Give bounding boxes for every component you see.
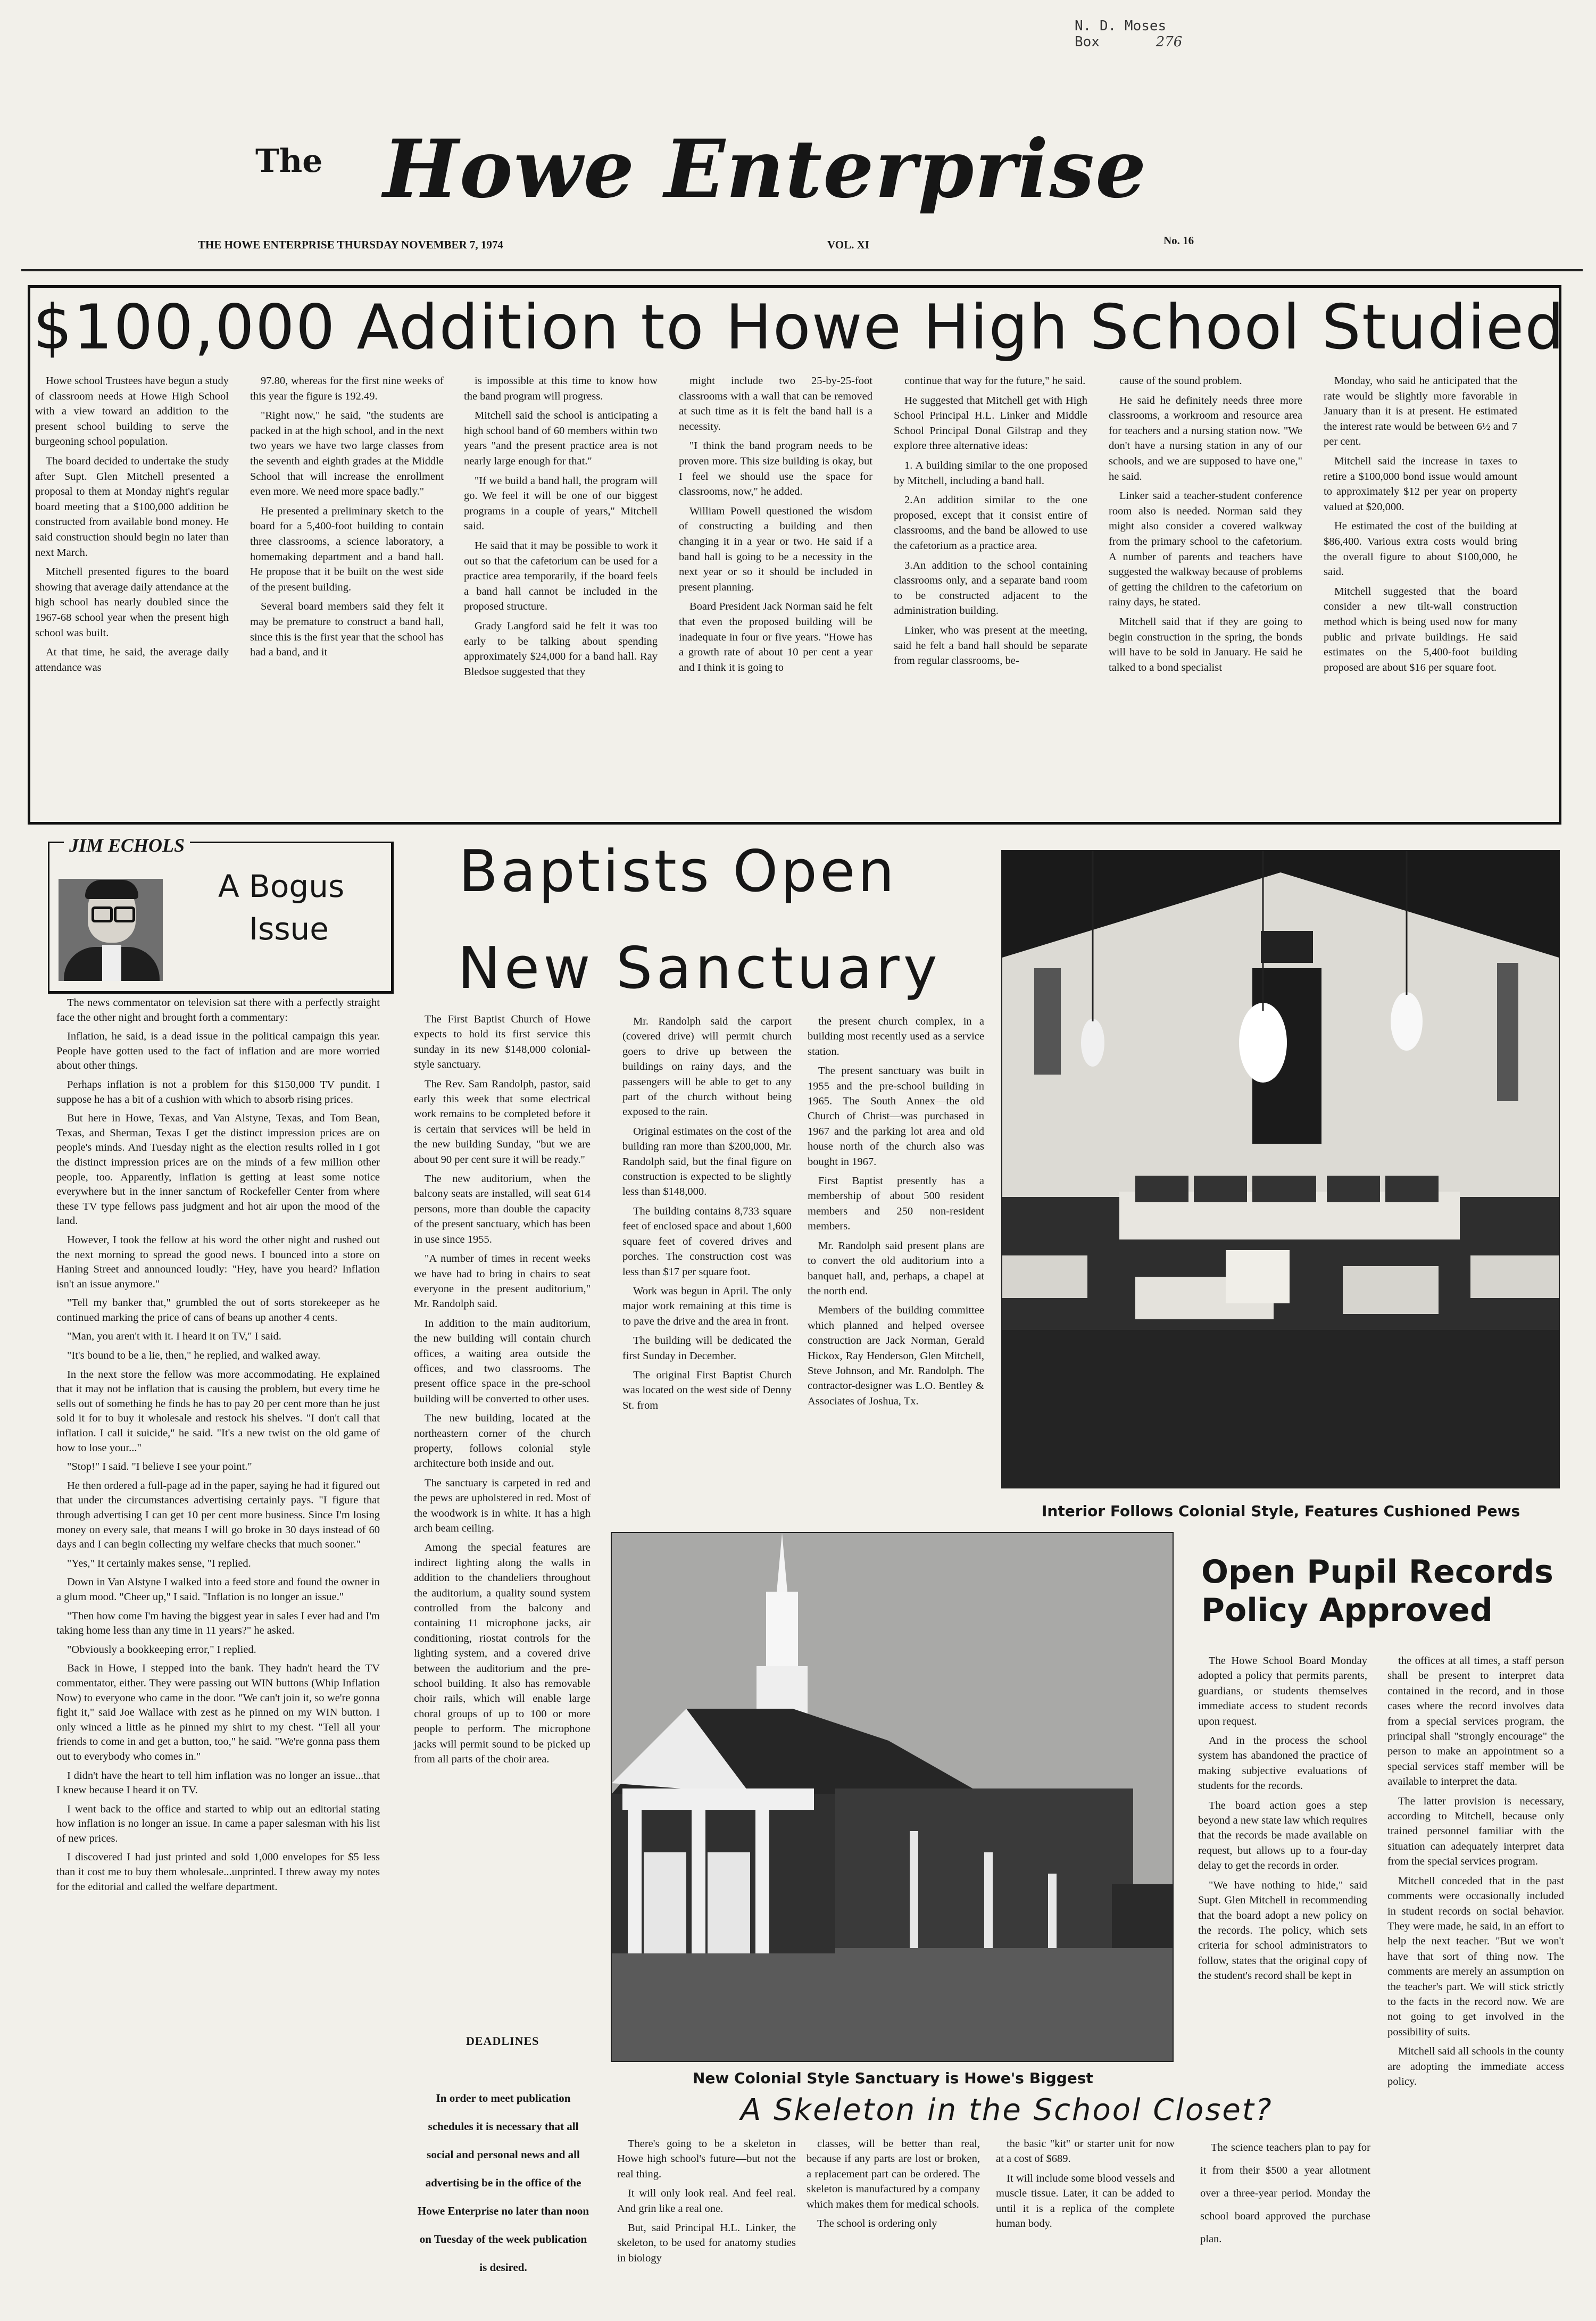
paragraph: classes, will be better than real, because if any parts are lost or broken, a replacement part can be ordered. The skeleton is manufactured by a company which makes them for medical schools. [807,2138,980,2210]
baptists-headline-line1: Baptists Open [459,838,897,905]
masthead-volume: VOL. XI [827,238,869,251]
paragraph: In addition to the main auditorium, the new building will contain church offices, a waiting area outside the offices, and two classrooms. The present office space in the pre-school building will be converted to other uses. [414,1317,591,1405]
paragraph: Among the special features are indirect lighting along the walls in addition to the chandeliers throughout the auditorium, a quality sound system controlled from the balcony and containing 11 microphone jacks, air conditioning, riostat controls for the lighting system, and a covered drive between the auditorium and the pre-school building. It also has removable choir rails, which will enable large choral groups of up to 100 or more people to perform. The microphone jacks will permit sound to be picked up from all parts of the choir area. [414,1542,591,1766]
paragraph: Mr. Randolph said the carport (covered drive) will permit church goers to drive up between the buildings on rainy days, and the passengers will be able to get to any part of the church without being exposed to the rain. [622,1016,792,1118]
paragraph: 1. A building similar to the one proposed by Mitchell, including a band hall. [894,459,1087,487]
paragraph: 3.An addition to the school containing classrooms only, and a separate band room to be constructed adjacent to the administration building. [894,559,1087,617]
paragraph: The board decided to undertake the study after Supt. Glen Mitchell presented a proposal to them at Monday night's regular board meeting that a $100,000 addition be constructed from available bond money. He said construction should begin no later than next March. [35,455,229,559]
paragraph: The present sanctuary was built in 1955 and the pre-school building in 1965. The South Annex—the old Church of Christ—was purchased in 1967 and the parking lot area and old house north of the church also was bought in 1967. [808,1065,984,1168]
skeleton-headline: A Skeleton in the School Closet? [741,2093,1273,2127]
paragraph: Mitchell said the school is anticipating a high school band of 60 members within two years "and the present practice area is not nearly large enough for that." [464,410,658,467]
paragraph: "Yes," It certainly makes sense, "I replied. [67,1557,251,1569]
paragraph: "A number of times in recent weeks we have had to bring in chairs to seat everyone in the present auditorium," Mr. Randolph said. [414,1253,591,1310]
paragraph: 2.An addition similar to the one proposed, except that it consist entire of classrooms, and the band be allowed to use the cafetorium as a practice area. [894,494,1087,552]
deadlines-text: In order to meet publication schedules it is necessary that all social and personal news and all advertising be in the office of the Howe Enterprise no later than noon on Tuesday of the week publication is desired. [417,2092,589,2274]
skeleton-column-3 [996,2136,1175,2235]
paragraph: Mitchell said all schools in the county are adopting the immediate access policy. [1387,2045,1565,2087]
paragraph: The building will be dedicated the first Sunday in December. [622,1335,792,1362]
lead-column [1324,373,1517,679]
paragraph: The new auditorium, when the balcony seats are installed, will seat 614 persons, more than double the capacity of the present sanctuary, which has been in use since 1955. [414,1173,591,1245]
paragraph: I discovered I had just printed and sold 1,000 envelopes for $5 less than it cost me to buy them wholesale...unprinted. I threw away my notes for the editorial and called the welfare department. [56,1851,380,1893]
paragraph: Monday, who said he anticipated that the rate would be slightly more favorable in January than it is at present. He estimated the interest rate would be between 6½ and 7 per cent. [1324,375,1517,448]
paragraph: The sanctuary is carpeted in red and the pews are upholstered in red. Most of the woodwork is in white. It has a high arch beam ceiling. [414,1477,591,1534]
baptists-column-1 [414,1012,591,1771]
paragraph: Mitchell presented figures to the board showing that average daily attendance at the high school has nearly doubled since the 1967-68 school year when the present high school was built. [35,566,229,639]
echols-title-line2: Issue [249,911,329,947]
paragraph: the basic "kit" or starter unit for now at a cost of $689. [996,2138,1175,2165]
paragraph: Grady Langford said he felt it was too early to be talking about spending approximately $24,000 for a band hall. Ray Bledsoe suggested that they [464,620,658,678]
paragraph: cause of the sound problem. [1119,375,1242,387]
paragraph: Mr. Randolph said present plans are to convert the old auditorium into a banquet hall, and, perhaps, a chapel at the north end. [808,1239,984,1297]
paragraph: Linker said a teacher-student conference room also is needed. Norman said they might also consider a covered walkway from the primary school to the cafetorium. A number of parents and teachers have suggested the walkway because of problems of getting the children to the cafetorium on rainy days, he stated. [1109,490,1302,609]
paragraph: There's going to be a skeleton in Howe high school's future—but not the real thing. [617,2138,796,2180]
paragraph: 97.80, whereas for the first nine weeks of this year the figure is 192.49. [250,375,444,402]
lead-column [679,373,872,679]
paragraph: He said that it may be possible to work it out so that the cafetorium can be used for a practice area temporarily, if the board feels a band hall cannot be included in the proposed structure. [464,539,658,613]
masthead-rule [21,269,1583,271]
paragraph: He then ordered a full-page ad in the paper, saying he had it figured out that under the circumstances advertising certainly pays. "I figure that through advertising I can get 10 per cent more business. Since I'm losing money on every sale, that means I will go broke in 30 days instead of 60 days and I can begin collecting my welfare checks that much sooner." [56,1479,380,1551]
sanctuary-exterior-photo [611,1532,1174,2062]
echols-body [56,996,380,1899]
paragraph: The board action goes a step beyond a new state law which requires that the records be made available on request, but allows up to a four-day delay to get the records in order. [1198,1799,1367,1872]
paragraph: "We have nothing to hide," said Supt. Glen Mitchell in recommending that the board adopt a new policy on the records. The policy, which sets criteria for school administrators to follow, states that the original copy of the student's record shall be kept in [1198,1879,1367,1982]
paragraph: Mitchell said that if they are going to begin construction in the spring, the bonds will have to be sold in January. He said he talked to a bond specialist [1109,615,1302,673]
archive-note-name: N. D. Moses [1075,18,1167,34]
paragraph: The new building, located at the northeastern corner of the church property, follows colonial style architecture both inside and out. [414,1412,591,1470]
lead-column [35,373,229,679]
skeleton-column-4 [1200,2136,1370,2255]
paragraph: The original First Baptist Church was located on the west side of Denny St. from [622,1369,792,1411]
paragraph: "Stop!" I said. "I believe I see your point." [67,1461,252,1473]
masthead-title: Howe Enterprise [383,122,1148,216]
paragraph: It will only look real. And feel real. And grin like a real one. [617,2187,796,2215]
lead-column [894,373,1087,673]
paragraph: He estimated the cost of the building at $86,400. Various extra costs would bring the overall figure to about $100,000, he said. [1324,520,1517,578]
paragraph: "If we build a band hall, the program will go. We feel it will be one of our biggest programs in a couple of years," Mitchell said. [464,475,658,533]
records-column-1 [1198,1653,1367,1988]
baptists-column-3 [808,1014,984,1413]
records-headline-line2: Policy Approved [1201,1592,1493,1629]
paragraph: I went back to the office and started to whip out an editorial stating how inflation is no longer an issue. In came a paper salesman with his list of new prices. [56,1803,380,1844]
archive-note [1075,18,1182,50]
paragraph: The latter provision is necessary, according to Mitchell, because only trained personnel familiar with the situation can adequately interpret data from the special services program. [1387,1795,1564,1868]
paragraph: But here in Howe, Texas, and Van Alstyne, Texas, and Tom Bean, Texas, and Sherman, Texas I get the distinct impression prices are on people's minds. And Tuesday night as the election results rolled in I got the distinct impression prices are on the minds of a few million other people, too. Apparently, inflation is getting at least some notice everywhere but in the inner sanctum of Rockefeller Center from where these TV type fellows pass judgment and hot air upon the mood of the land. [56,1112,380,1227]
masthead-number: No. 16 [1163,234,1194,247]
skeleton-column-1 [617,2136,796,2270]
lead-headline: $100,000 Addition to Howe High School Studied [33,292,1565,363]
lead-column [1109,373,1302,679]
paragraph: Mitchell conceded that in the past comments were occasionally included in student records on social behavior. They were made, he said, in an effort to help the next teacher. "But we won't have that sort of thing now. The comments are merely an assumption on the teacher's part. We will stick strictly to the facts in the record now. We are not going to get involved in the possibility of suits. [1387,1875,1564,2038]
paragraph: The school is ordering only [817,2218,937,2230]
paragraph: William Powell questioned the wisdom of constructing a building and then changing it in a year or two. He said if a band hall is going to be a necessity in the next year or so it should be included in present planning. [679,505,872,593]
paragraph: Several board members said they felt it may be premature to construct a band hall, since this is the first year that the school has had a band, and it [250,601,444,659]
paragraph: And in the process the school system has abandoned the practice of making subjective evaluations of students for the records. [1198,1735,1367,1792]
paragraph: Down in Van Alstyne I walked into a feed store and found the owner in a glum mood. "Cheer up," I said. "Inflation is no longer an issue." [56,1576,380,1603]
deadlines-title: DEADLINES [466,2034,539,2048]
paragraph: Perhaps inflation is not a problem for this $150,000 TV pundit. I suppose he has a bit of a cushion with which to absorb rising prices. [56,1078,380,1105]
paragraph: Inflation, he said, is a dead issue in the political campaign this year. People have gotten used to the fact of inflation and are more worried about other things. [56,1030,380,1072]
paragraph: It will include some blood vessels and muscle tissue. Later, it can be added to until it is a replica of the complete human body. [996,2172,1175,2230]
paragraph: "It's bound to be a lie, then," he replied, and walked away. [67,1350,321,1362]
paragraph: "I think the band program needs to be proven more. This size building is okay, but I feel we should use the space for classrooms, now," he added. [679,440,872,498]
paragraph: Linker, who was present at the meeting, said he felt a band hall should be separate from regular classrooms, be- [894,624,1087,667]
paragraph: "Right now," he said, "the students are packed in at the high school, and in the next two years we have two large classes from the seventh and eighth grades at the Middle School that will increase the enrollment even more. We need more space badly." [250,410,444,498]
skeleton-column-2 [807,2136,980,2235]
paragraph: He presented a preliminary sketch to the board for a 5,400-foot building to contain three classrooms, a science laboratory, a homemaking department and a band hall. He propose that it be built on the west side of the present building. [250,505,444,593]
paragraph: The building contains 8,733 square feet of enclosed space and about 1,600 square feet of covered drives and porches. The construction cost was less than $17 per square foot. [622,1205,792,1278]
echols-byline: JIM ECHOLS [64,834,190,856]
paragraph: Back in Howe, I stepped into the bank. They hadn't heard the TV commentator, either. They were passing out WIN buttons (Whip Inflation Now) to everyone who came in the door. "We can't join it, so we're gonna fight it," said Joe Wallace with zest as he pinned on my WIN button. I only winced a little as he pinned my shirt to my chest. "Tell all your friends to come in and get a button, too," he said. "We're gonna pass them out to everybody who comes in." [56,1662,380,1762]
paragraph: The news commentator on television sat there with a perfectly straight face the other night and brought forth a commentary: [56,997,380,1024]
paragraph: the present church complex, in a building most recently used as a service station. [808,1016,984,1058]
paragraph: Original estimates on the cost of the building ran more than $200,000, Mr. Randolph said, but the final figure on construction is expected to be slightly less than $148,000. [622,1125,792,1198]
baptists-column-2 [622,1014,792,1417]
paragraph: The Rev. Sam Randolph, pastor, said early this week that some electrical work remains to be completed before it is certain that services will be held in the new building Sunday, "but we are about 90 per cent sure it will be ready." [414,1078,591,1166]
masthead-the: The [255,143,323,180]
paragraph: "Tell my banker that," grumbled the out of sorts storekeeper as he continued marking the price of cans of beans up another 4 cents. [56,1297,380,1324]
echols-portrait [59,879,163,981]
paragraph: He suggested that Mitchell get with High School Principal H.L. Linker and Middle School Principal Donal Gilstrap and they explore three alternative ideas: [894,394,1087,452]
paragraph: is impossible at this time to know how the band program will progress. [464,375,658,402]
baptists-headline-line2: New Sanctuary [458,935,941,1002]
paragraph: I didn't have the heart to tell him inflation was no longer an issue...that I knew because I heard it on TV. [56,1769,380,1796]
paragraph: continue that way for the future," he said. [904,375,1086,387]
paragraph: In the next store the fellow was more accommodating. He explained that it may not be inflation that is causing the problem, but every time he sells out of something he finds he has to pay 20 per cent more than he just sold it for to buy it wholesale and restock his shelves. "I don't call that inflation. I call it suicide," he said. "It's a new twist on the old game of how to lose your..." [56,1368,380,1454]
interior-caption: Interior Follows Colonial Style, Features Cushioned Pews [1042,1502,1520,1520]
paragraph: However, I took the fellow at his word the other night and rushed out the next morning to spread the good news. I bounced into a store on Haning Street and announced loudly: "Hey, have you heard? Inflation isn't an issue anymore." [56,1234,380,1290]
sanctuary-interior-photo [1001,850,1560,1488]
paragraph: "Man, you aren't with it. I heard it on TV," I said. [67,1330,281,1343]
records-column-2 [1387,1653,1564,2093]
paragraph: The Howe School Board Monday adopted a policy that permits parents, guardians, or students themselves immediate access to student records upon request. [1198,1655,1367,1727]
exterior-caption: New Colonial Style Sanctuary is Howe's Biggest [693,2069,1093,2087]
echols-title-line1: A Bogus [218,868,345,904]
paragraph: He said he definitely needs three more classrooms, a workroom and resource area for teachers and a nursing station now. "We don't have a nursing station in any of our schools, and we are supposed to have one," he said. [1109,394,1302,482]
archive-note-number: 276 [1156,34,1183,50]
paragraph: Members of the building committee which planned and helped oversee construction are Jack Norman, Gerald Hickox, Ray Henderson, Glen Mitchell, Steve Johnson, and Mr. Randolph. The contractor-designer was L.O. Bentley & Associates of Joshua, Tx. [808,1304,984,1407]
masthead-dateline: THE HOWE ENTERPRISE THURSDAY NOVEMBER 7, 1974 [198,238,503,251]
paragraph: Mitchell suggested that the board consider a new tilt-wall construction method which is being used now for many public and private buildings. He said estimates on the 5,400-foot building proposed are about $16 per square foot. [1324,585,1517,673]
paragraph: Board President Jack Norman said he felt that even the proposed building will be inadequate in four or five years. "Howe has a growth rate of about 10 per cent a year and I think it is going to [679,601,872,673]
records-headline-line1: Open Pupil Records [1201,1553,1553,1591]
paragraph: might include two 25-by-25-foot classrooms with a wall that can be removed at such time as it is felt the band hall is a necessity. [679,375,872,432]
paragraph: First Baptist presently has a membership of about 500 resident members and 250 non-resident members. [808,1175,984,1233]
paragraph: "Then how come I'm having the biggest year in sales I ever had and I'm taking home less than any time in 11 years?" he asked. [56,1610,380,1637]
paragraph: Mitchell said the increase in taxes to retire a $100,000 bond issue would amount to approximately $12 per year on property valued at $20,000. [1324,455,1517,513]
paragraph: The science teachers plan to pay for it from their $500 a year allotment over a three-year period. Monday the school board approved the purchase plan. [1200,2142,1370,2245]
paragraph: The First Baptist Church of Howe expects to hold its first service this sunday in its new $148,000 colonial-style sanctuary. [414,1013,591,1071]
paragraph: the offices at all times, a staff person shall be present to interpret data contained in the record, and in those cases where the record involves data from a special services program, the principal shall "strongly encourage" the person to make an appointment so a special services staff member will be available to interpret the data. [1387,1655,1564,1788]
paragraph: Howe school Trustees have begun a study of classroom needs at Howe High School with a view toward an addition to the present school building to serve the burgeoning school population. [35,375,229,448]
archive-note-box: Box [1075,34,1100,50]
paragraph: At that time, he said, the average daily attendance was [35,646,229,673]
paragraph: But, said Principal H.L. Linker, the skeleton, to be used for anatomy studies in biology [617,2222,796,2264]
lead-column [250,373,444,664]
paragraph: "Obviously a bookkeeping error," I replied. [67,1643,256,1656]
paragraph: Work was begun in April. The only major work remaining at this time is to pave the drive and the area in front. [622,1285,792,1327]
lead-column [464,373,658,684]
